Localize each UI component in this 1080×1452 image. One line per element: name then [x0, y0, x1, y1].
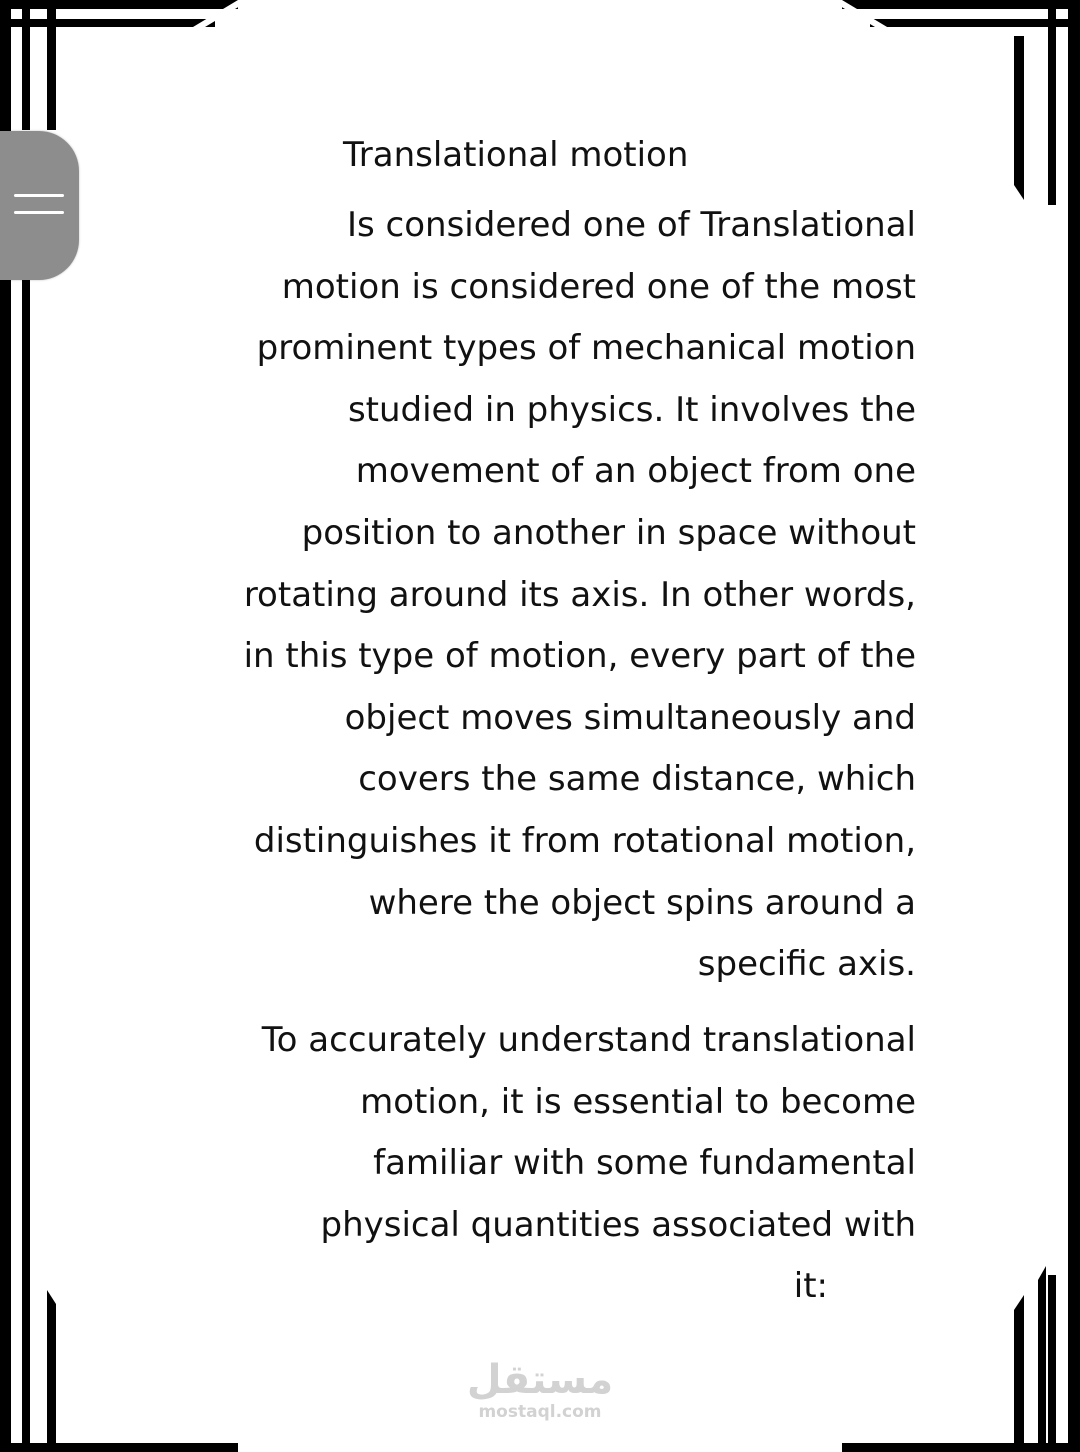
text-line: it:: [793, 1266, 828, 1306]
text-line: motion, it is essential to become: [360, 1081, 916, 1122]
page-title: Translational motion: [343, 135, 689, 175]
text-line: Is considered one of Translational: [347, 205, 916, 245]
text-line: To accurately understand translational: [261, 1020, 916, 1060]
text-line: distinguishes it from rotational motion,: [253, 820, 916, 861]
hamburger-icon-bar: [14, 211, 64, 214]
paragraph-1: [190, 195, 916, 996]
menu-handle-button[interactable]: [0, 131, 79, 280]
watermark-url: mostaql.com: [478, 1402, 602, 1422]
paragraph-2: [190, 1010, 916, 1318]
text-line: rotating around its axis. In other words,: [243, 574, 916, 615]
text-line: in this type of motion, every part of the: [243, 636, 916, 677]
text-line: specific axis.: [697, 944, 916, 985]
text-line: motion is considered one of the most: [281, 266, 916, 307]
text-line: covers the same distance, which: [358, 759, 916, 800]
text-line: physical quantities associated with: [320, 1204, 916, 1245]
text-line: studied in physics. It involves the: [347, 389, 916, 430]
hamburger-icon: [14, 194, 64, 197]
text-line: prominent types of mechanical motion: [256, 328, 916, 369]
watermark-logo: مستقل: [466, 1357, 614, 1403]
text-line: where the object spins around a: [368, 882, 916, 923]
text-line: position to another in space without: [301, 512, 916, 553]
text-line: movement of an object from one: [355, 451, 916, 492]
text-line: familiar with some fundamental: [373, 1143, 916, 1183]
watermark: [440, 1358, 640, 1422]
text-line: object moves simultaneously and: [344, 697, 916, 738]
